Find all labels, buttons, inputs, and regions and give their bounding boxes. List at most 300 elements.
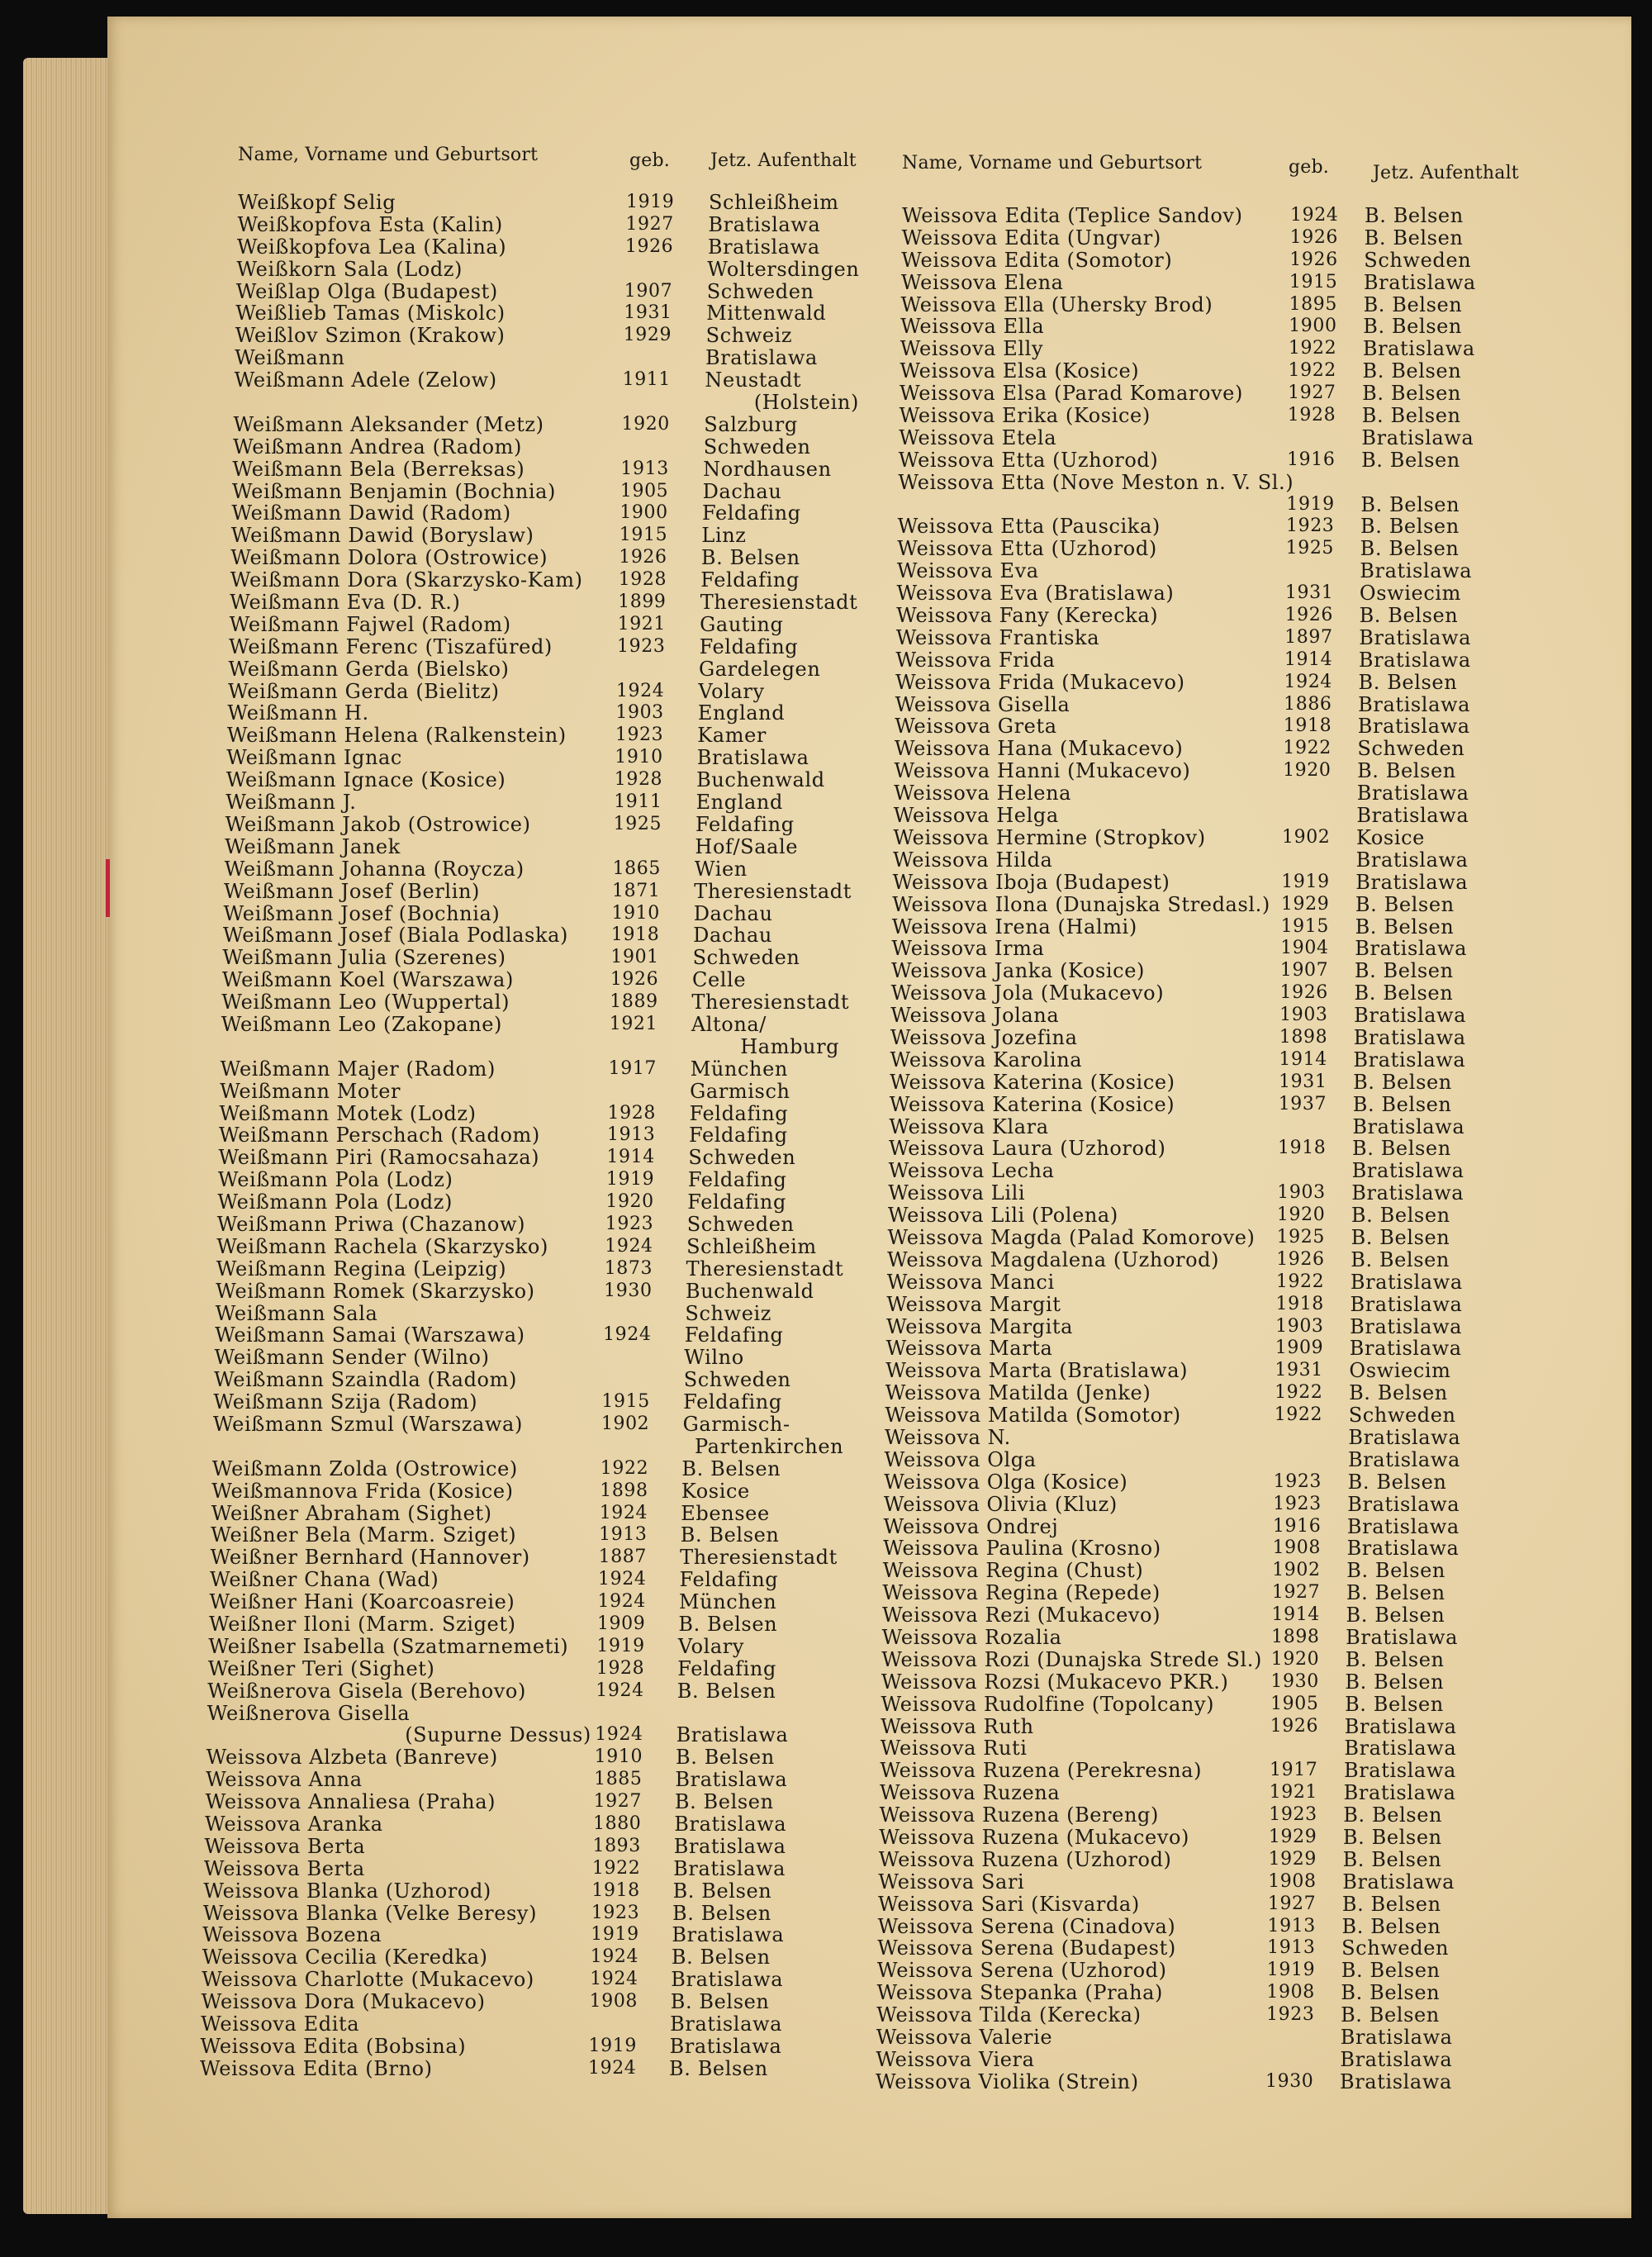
entry-location: Bratislawa (1362, 337, 1475, 361)
entry-location: B. Belsen (1358, 670, 1458, 694)
entry-location: Bratislawa (1356, 804, 1469, 828)
entry-location: Bratislawa (1350, 1270, 1463, 1294)
list-item (107, 1404, 1631, 1427)
list-item (107, 1849, 1631, 1871)
entry-birth-year: 1923 (1273, 1493, 1322, 1514)
entry-location: Wilno (684, 1346, 744, 1370)
entry-location: Bratislawa (1363, 270, 1476, 294)
entry-location: Dachau (693, 901, 773, 925)
entry-name: Weissova Rezi (Mukacevo) (882, 1604, 1161, 1627)
entry-location: München (690, 1057, 788, 1081)
entry-name: Weissova Margit (886, 1292, 1061, 1316)
entry-name: Weissova Stepanka (Praha) (876, 1981, 1164, 2005)
entry-location: Hamburg (740, 1034, 840, 1058)
entry-name: Weissova Etta (Nove Meston n. V. Sl.) (898, 470, 1294, 494)
list-item (107, 1782, 1631, 1804)
entry-location: Oswiecim (1359, 582, 1462, 606)
entry-location: B. Belsen (1351, 1247, 1450, 1271)
entry-name: Weissova Frantiska (895, 625, 1100, 649)
entry-birth-year: 1929 (1268, 1848, 1317, 1870)
entry-name: Weissova Rudolfine (Topolcany) (881, 1692, 1215, 1716)
entry-location: B. Belsen (1353, 1070, 1452, 1094)
entry-birth-year: 1928 (596, 1657, 645, 1679)
entry-location: Schweden (1341, 1936, 1450, 1960)
entry-location: B. Belsen (1347, 1470, 1447, 1494)
entry-name: Weißmann Eva (D. R.) (230, 591, 461, 615)
entry-location: B. Belsen (1352, 1092, 1452, 1116)
entry-birth-year: 1926 (610, 969, 659, 991)
list-item (107, 1894, 1631, 1916)
entry-birth-year: 1931 (624, 302, 672, 324)
list-item (107, 1760, 1631, 1782)
entry-location: Schweiz (685, 1301, 772, 1325)
entry-name: Weissova Etta (Uzhorod) (898, 448, 1159, 472)
entry-name: Weissova Edita (Bobsina) (200, 2034, 467, 2058)
list-item (107, 516, 1631, 538)
entry-name: Weissova Blanka (Uzhorod) (203, 1879, 491, 1903)
entry-location: Bratislawa (669, 2034, 782, 2058)
entry-name: Weißner Abraham (Sighet) (211, 1501, 492, 1525)
entry-birth-year: 1916 (1272, 1515, 1322, 1537)
entry-birth-year: 1926 (1289, 226, 1339, 248)
entry-birth-year: 1919 (588, 2035, 637, 2056)
entry-location: Feldafing (679, 1568, 779, 1592)
entry-location: Bratislawa (1351, 1181, 1464, 1205)
entry-location: Buchenwald (686, 1279, 814, 1303)
entry-name: Weissova Lecha (888, 1159, 1055, 1183)
list-item (107, 1071, 1631, 1094)
entry-birth-year: 1923 (1266, 2004, 1315, 2026)
list-item (107, 1338, 1631, 1360)
entry-name: Weissova Eva (Bratislawa) (896, 582, 1175, 606)
entry-location: Schweden (706, 279, 814, 303)
entry-location: Celle (692, 968, 747, 992)
entry-birth-year: 1924 (596, 1680, 644, 1701)
entry-birth-year: 1904 (1280, 938, 1329, 959)
entry-location: B. Belsen (671, 1946, 771, 1970)
entry-location: Bratislawa (1344, 1759, 1456, 1783)
entry-birth-year: 1928 (618, 569, 667, 591)
entry-birth-year: 1910 (594, 1746, 643, 1768)
entry-location: Bratislawa (1358, 692, 1471, 716)
entry-location: (Holstein) (753, 391, 859, 415)
list-item (107, 872, 1631, 894)
entry-location: Bratislawa (1354, 1004, 1467, 1028)
entry-location: Woltersdingen (707, 257, 860, 281)
entry-name: Weißmann Gerda (Bielitz) (227, 679, 500, 703)
entry-birth-year: 1865 (612, 858, 661, 879)
entry-location: Feldafing (677, 1656, 776, 1680)
entry-birth-year: 1914 (1284, 649, 1333, 670)
entry-birth-year: 1923 (1269, 1804, 1317, 1826)
entry-birth-year: 1923 (617, 635, 666, 657)
entry-birth-year: 1918 (1275, 1293, 1324, 1314)
entry-name: Weißmann Ignace (Kosice) (225, 768, 506, 792)
entry-birth-year: 1924 (615, 680, 665, 701)
entry-location: Feldafing (687, 1190, 786, 1214)
entry-name: Weissova N. (885, 1425, 1011, 1449)
entry-location: Buchenwald (696, 768, 825, 792)
entry-birth-year: 1910 (615, 747, 663, 768)
list-item (107, 1604, 1631, 1627)
entry-name: Weissova Katerina (Kosice) (889, 1092, 1175, 1116)
entry-birth-year: 1924 (1290, 205, 1339, 226)
entry-location: Bratislawa (1343, 1781, 1456, 1805)
entry-location: B. Belsen (1362, 359, 1462, 383)
entry-name: Weißmann Andrea (Radom) (232, 435, 522, 459)
entry-name: Weißmann Regina (Leipzig) (216, 1257, 507, 1281)
entry-name: Weissova Sari (878, 1870, 1025, 1894)
entry-location: Linz (701, 524, 747, 548)
entry-name: Weißmann Benjamin (Bochnia) (231, 479, 557, 503)
entry-name: Weißmann Aleksander (Metz) (233, 412, 544, 436)
entry-name: Weissova Helga (893, 804, 1059, 828)
list-item (107, 1227, 1631, 1249)
entry-name: Weissova Elsa (Kosice) (900, 359, 1140, 383)
entry-name: Weissova Hana (Mukacevo) (894, 737, 1184, 761)
entry-location: England (695, 791, 783, 815)
entry-birth-year: 1922 (591, 1857, 641, 1879)
list-item (107, 2027, 1631, 2049)
list-item (107, 938, 1631, 960)
entry-birth-year: 1921 (617, 613, 666, 634)
entry-location: Schweden (1357, 737, 1465, 761)
entry-birth-year: 1929 (1280, 893, 1330, 915)
entry-birth-year: 1909 (1275, 1338, 1324, 1359)
entry-location: Bratislawa (705, 346, 818, 370)
list-item (107, 827, 1631, 849)
list-item (107, 1205, 1631, 1227)
list-item (107, 1005, 1631, 1027)
entry-name: Weißmann Szija (Radom) (213, 1390, 478, 1414)
entry-location: Partenkirchen (695, 1434, 844, 1458)
list-item (107, 383, 1631, 405)
entry-name: Weissova Anna (206, 1768, 363, 1792)
entry-location: Theresienstadt (686, 1257, 844, 1281)
entry-birth-year: 1871 (612, 880, 661, 901)
entry-location: Garmisch- (682, 1412, 790, 1436)
entry-location: Feldafing (684, 1323, 784, 1347)
list-item (107, 760, 1631, 782)
list-item (107, 605, 1631, 627)
entry-location: Kamer (697, 724, 767, 748)
entry-location: Feldafing (702, 501, 801, 525)
entry-name: Weissova Charlotte (Mukacevo) (202, 1968, 534, 1992)
entry-name: Weissova Violika (Strein) (876, 2069, 1139, 2093)
entry-name: Weißmann Majer (Radom) (220, 1057, 496, 1081)
list-item (107, 1249, 1631, 1271)
list-item (107, 916, 1631, 938)
entry-birth-year: 1900 (620, 502, 668, 524)
entry-birth-year: 1921 (609, 1013, 658, 1034)
entry-location: B. Belsen (680, 1523, 780, 1547)
entry-location: Salzburg (704, 412, 798, 436)
entry-name: Weißlov Szimon (Krakow) (235, 324, 506, 348)
entry-birth-year: 1929 (623, 325, 672, 346)
entry-location: Bratislawa (674, 1813, 787, 1836)
entry-name: Weißmann Dawid (Radom) (231, 501, 511, 525)
entry-location: B. Belsen (1354, 959, 1454, 983)
entry-location: Schweden (1348, 1404, 1456, 1428)
list-item (107, 1937, 1631, 1960)
entry-birth-year: 1922 (1288, 338, 1337, 359)
entry-location: B. Belsen (1355, 892, 1455, 916)
entry-birth-year: 1907 (1279, 960, 1329, 981)
entry-name: Weissova Rozi (Dunajska Strede Sl.) (881, 1647, 1263, 1671)
entry-birth-year: 1902 (1272, 1560, 1321, 1581)
entry-birth-year: 1917 (608, 1057, 657, 1079)
entry-name: Weissova Ruzena (Mukacevo) (879, 1826, 1189, 1850)
entry-location: Bratislawa (1361, 425, 1474, 449)
entry-birth-year: 1930 (1270, 1670, 1319, 1692)
entry-name: Weißmann Adele (Zelow) (234, 368, 497, 392)
entry-location: Feldafing (695, 812, 795, 836)
entry-location: Bratislawa (707, 235, 820, 259)
entry-location: B. Belsen (1342, 1826, 1442, 1850)
entry-birth-year: 1902 (1282, 826, 1331, 848)
entry-location: Altona/ (691, 1012, 767, 1036)
entry-location: B. Belsen (1341, 1892, 1441, 1916)
entry-location: Schweden (688, 1146, 796, 1170)
entry-location: Schweden (1364, 248, 1472, 272)
entry-birth-year: 1913 (620, 458, 669, 479)
book-page (107, 17, 1631, 2218)
entry-name: Weissova Sari (Kisvarda) (878, 1892, 1140, 1916)
entry-birth-year: 1902 (601, 1413, 650, 1434)
entry-name: Weissova Katerina (Kosice) (890, 1070, 1175, 1094)
header-name-right: Name, Vorname und Geburtsort (902, 153, 1203, 173)
entry-location: Bratislawa (1350, 1314, 1463, 1338)
entry-birth-year: 1901 (610, 947, 659, 968)
entry-birth-year: 1909 (596, 1613, 646, 1634)
entry-name: Weissova Lili (Polena) (887, 1204, 1118, 1228)
entry-location: Dachau (693, 924, 772, 948)
list-item (107, 805, 1631, 827)
list-item (107, 1449, 1631, 1471)
entry-birth-year: 1925 (613, 813, 662, 834)
list-item (107, 1827, 1631, 1849)
entry-name: Weißmann Julia (Szerenes) (222, 946, 506, 970)
entry-birth-year: 1923 (605, 1213, 654, 1234)
entry-birth-year: 1928 (607, 1102, 656, 1124)
entry-name: Weissova Edita (Teplice Sandov) (902, 204, 1243, 227)
entry-name: Weißmann Rachela (Skarzysko) (216, 1234, 548, 1258)
list-item (107, 538, 1631, 560)
entry-location: Bratislawa (1340, 2026, 1453, 2050)
entry-location: Feldafing (699, 634, 799, 658)
entry-birth-year: 1924 (599, 1502, 648, 1523)
list-item (107, 1027, 1631, 1049)
entry-location: Feldafing (689, 1124, 788, 1148)
entry-name: Weißmann Pola (Lodz) (217, 1190, 453, 1214)
entry-name: Weißmann Helena (Ralkenstein) (226, 724, 567, 748)
entry-location: Bratislawa (1346, 1514, 1460, 1538)
entry-birth-year: 1924 (605, 1235, 653, 1257)
entry-name: Weissova Irena (Halmi) (891, 915, 1137, 938)
entry-birth-year: 1918 (1283, 715, 1332, 737)
entry-birth-year: 1923 (1286, 516, 1335, 537)
entry-location: Bratislawa (1357, 715, 1470, 739)
entry-birth-year: 1900 (1289, 316, 1337, 337)
entry-name: Weissova Margita (885, 1314, 1074, 1338)
entry-birth-year: 1918 (1278, 1138, 1327, 1159)
entry-name: Weißnerova Gisela (Berehovo) (207, 1679, 526, 1703)
entry-name: Weissova Fany (Kerecka) (896, 604, 1159, 628)
entry-location: Neustadt (705, 368, 802, 392)
entry-name: Weissova Serena (Uzhorod) (876, 1959, 1167, 1983)
entry-name: Weißner Chana (Wad) (210, 1568, 439, 1592)
list-item (107, 1960, 1631, 1982)
entry-name: Weissova Matilda (Somotor) (885, 1404, 1181, 1428)
list-item (107, 1294, 1631, 1316)
entry-location: Schleißheim (686, 1234, 817, 1258)
entry-name: Weißner Bernhard (Hannover) (210, 1546, 530, 1570)
entry-birth-year: 1911 (614, 791, 662, 813)
list-item (107, 2071, 1631, 2093)
entry-name: Weißmann Jakob (Ostrowice) (225, 812, 531, 836)
entry-birth-year: 1913 (1267, 1915, 1316, 1936)
entry-location: B. Belsen (1351, 1225, 1450, 1249)
entry-location: Bratislawa (1344, 1737, 1457, 1760)
entry-location: B. Belsen (669, 2056, 768, 2080)
entry-location: Dachau (702, 479, 782, 503)
entry-birth-year: 1895 (1289, 293, 1337, 315)
entry-birth-year: 1931 (1284, 582, 1334, 604)
entry-location: Bratislawa (1358, 648, 1471, 672)
entry-location: Bratislawa (1348, 1447, 1460, 1471)
entry-location: B. Belsen (1359, 604, 1459, 628)
entry-location: Bratislawa (1342, 1870, 1455, 1894)
entry-location: B. Belsen (672, 1901, 771, 1925)
entry-birth-year: 1923 (615, 725, 664, 746)
entry-location: Bratislawa (676, 1723, 789, 1747)
entry-name: Weissova Etela (899, 425, 1057, 449)
list-item (107, 1871, 1631, 1894)
entry-name: Weißmann Samai (Warszawa) (215, 1323, 525, 1347)
entry-location: Bratislawa (1360, 559, 1473, 583)
entry-birth-year: 1908 (1272, 1537, 1321, 1559)
entry-location: B. Belsen (681, 1456, 781, 1480)
entry-name: Weißkopfova Lea (Kalina) (236, 235, 507, 259)
entry-name: Weißmann Motek (Lodz) (219, 1101, 477, 1125)
entry-name: Weissova Ruzena (879, 1781, 1061, 1805)
entry-name: Weissova Hermine (Stropkov) (893, 825, 1206, 849)
entry-name: Weissova Dora (Mukacevo) (201, 1990, 486, 2014)
entry-name: Weissova Jozefina (890, 1025, 1078, 1049)
entry-name: Weißmann H. (227, 701, 369, 725)
list-item (107, 1537, 1631, 1560)
entry-birth-year: 1903 (1275, 1315, 1324, 1337)
entry-name: Weissova Helena (894, 782, 1072, 805)
entry-name: Weißmann Dora (Skarzysko-Kam) (230, 568, 583, 592)
entry-name: Weissova Olivia (Kluz) (883, 1492, 1118, 1516)
list-item (107, 1737, 1631, 1760)
entry-birth-year: 1923 (591, 1902, 640, 1923)
entry-location: Bratislawa (1353, 1025, 1466, 1049)
entry-name: Weißmann Sender (Wilno) (214, 1346, 490, 1370)
entry-location: Bratislawa (670, 2012, 783, 2036)
entry-location: Bratislawa (1347, 1492, 1460, 1516)
entry-location: Bratislawa (673, 1834, 786, 1858)
entry-birth-year: 1923 (1273, 1471, 1322, 1492)
list-item (107, 982, 1631, 1005)
entry-name: Weissova Viera (876, 2047, 1035, 2071)
list-item (107, 494, 1631, 516)
entry-birth-year: 1927 (625, 213, 674, 235)
entry-location: B. Belsen (1365, 204, 1464, 227)
list-item (107, 1316, 1631, 1338)
entry-location: B. Belsen (1351, 1204, 1450, 1228)
entry-birth-year: 1937 (1278, 1093, 1327, 1114)
entry-birth-year: 1931 (1279, 1071, 1327, 1092)
entry-birth-year: 1924 (597, 1591, 646, 1613)
entry-name: Weissova Tilda (Kerecka) (876, 2003, 1142, 2027)
entry-birth-year: 1922 (1275, 1382, 1323, 1404)
list-item (107, 338, 1631, 360)
entry-name: Weissova Serena (Cinadova) (877, 1914, 1176, 1938)
entry-name: Weissova Klara (889, 1114, 1049, 1138)
entry-name: Weissova Erika (Kosice) (899, 404, 1151, 428)
entry-name: Weissova Gisella (895, 692, 1070, 716)
entry-name: Weißmann Leo (Wuppertal) (221, 991, 510, 1014)
entry-birth-year: 1926 (624, 235, 674, 257)
list-item (107, 1982, 1631, 2004)
list-item (107, 672, 1631, 694)
entry-name: Weißner Teri (Sighet) (207, 1656, 435, 1680)
entry-birth-year: 1919 (1281, 871, 1330, 892)
entry-location: Bratislawa (1346, 1626, 1459, 1649)
entry-name: Weißmann Dolora (Ostrowice) (230, 546, 548, 570)
entry-birth-year: 1931 (1275, 1360, 1323, 1381)
entry-location: B. Belsen (1345, 1692, 1444, 1716)
entry-name: Weissova Elly (900, 337, 1044, 361)
entry-name: Weißmann Romek (Skarzysko) (216, 1279, 535, 1303)
entry-birth-year: 1922 (1288, 360, 1336, 382)
list-item (107, 1627, 1631, 1649)
entry-location: B. Belsen (674, 1790, 774, 1814)
entry-birth-year: 1910 (611, 902, 660, 924)
entry-name: Weissova Ilona (Dunajska Stredasl.) (892, 892, 1270, 916)
entry-name: Weissova Cecilia (Keredka) (202, 1946, 488, 1970)
list-item (107, 1804, 1631, 1827)
entry-birth-year: 1919 (591, 1924, 639, 1946)
list-item (107, 449, 1631, 472)
entry-location: B. Belsen (1346, 1604, 1446, 1627)
entry-birth-year: 1908 (589, 1991, 638, 2012)
entry-birth-year: 1873 (604, 1257, 653, 1279)
entry-location: Bratislawa (1356, 782, 1469, 805)
entry-location: Nordhausen (703, 457, 832, 481)
entry-birth-year: 1893 (592, 1835, 641, 1856)
list-item (107, 849, 1631, 872)
entry-location: Kosice (1356, 825, 1425, 849)
entry-location: Bratislawa (671, 1968, 784, 1992)
list-item (107, 405, 1631, 427)
entry-location: B. Belsen (1364, 226, 1464, 249)
entry-birth-year: 1926 (1279, 982, 1328, 1004)
entry-birth-year: 1920 (1270, 1648, 1320, 1670)
entry-birth-year: 1903 (615, 702, 664, 724)
entry-birth-year: 1926 (1289, 249, 1338, 270)
entry-birth-year: 1924 (598, 1569, 647, 1590)
entry-location: England (697, 701, 786, 725)
entry-location: Feldafing (683, 1390, 782, 1414)
list-item (107, 1138, 1631, 1160)
entry-location: B. Belsen (1345, 1670, 1445, 1694)
entry-name: Weissova Edita (Ungvar) (901, 226, 1161, 249)
entry-location: B. Belsen (1361, 448, 1460, 472)
entry-name: Weissova Etta (Uzhorod) (897, 537, 1157, 561)
